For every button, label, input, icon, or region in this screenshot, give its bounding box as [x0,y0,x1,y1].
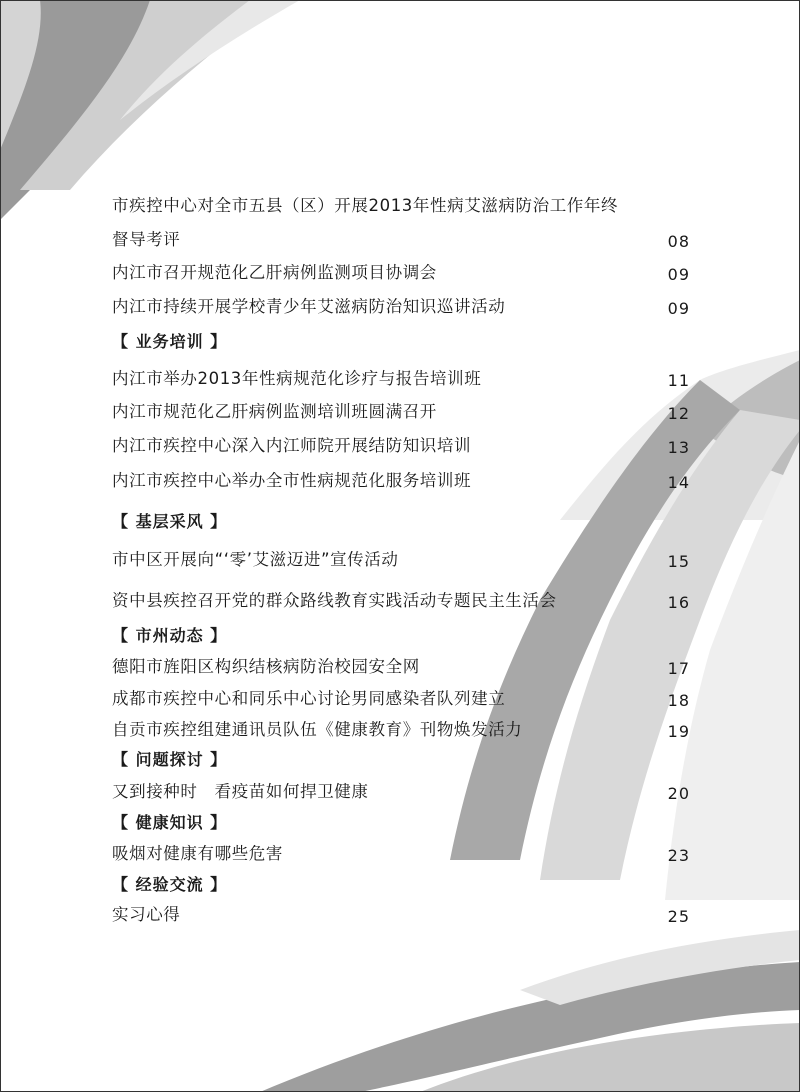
toc-entry[interactable] [112,715,692,745]
toc-entry-page: 08 [667,232,690,251]
section-heading: 【 健康知识 】 [112,813,228,832]
toc-entry[interactable] [112,364,692,394]
toc-entry-title: 内江市召开规范化乙肝病例监测项目协调会 [112,263,437,282]
toc-entry-title: 又到接种时 看疫苗如何捍卫健康 [112,782,369,801]
section-heading: 【 问题探讨 】 [112,750,228,769]
toc-entry[interactable] [112,431,692,461]
toc-entry-title: 内江市持续开展学校青少年艾滋病防治知识巡讲活动 [112,297,506,316]
toc-entry-title: 德阳市旌阳区构织结核病防治校园安全网 [112,657,420,676]
toc-entry[interactable] [112,684,692,714]
section-heading: 【 业务培训 】 [112,332,228,351]
toc-entry-page: 12 [667,404,690,423]
toc-entry-title: 自贡市疾控组建通讯员队伍《健康教育》刊物焕发活力 [112,720,523,739]
toc-entry[interactable] [112,652,692,682]
toc-entry-title: 资中县疾控召开党的群众路线教育实践活动专题民主生活会 [112,591,557,610]
section-heading: 【 经验交流 】 [112,875,228,894]
toc-entry[interactable] [112,839,692,869]
toc-entry-title: 实习心得 [112,905,181,924]
toc-entry-page: 20 [667,784,690,803]
toc-entry[interactable] [112,397,692,427]
toc-entry-page: 23 [667,846,690,865]
toc-entry[interactable] [112,545,692,575]
toc-entry-title: 市疾控中心对全市五县（区）开展2013年性病艾滋病防治工作年终 [112,196,619,215]
toc-entry[interactable] [112,777,692,807]
toc-entry-page: 09 [667,265,690,284]
toc-entry[interactable] [112,900,692,930]
toc-entry-title: 督导考评 [112,230,181,249]
table-of-contents [112,0,692,1092]
toc-entry[interactable] [112,225,692,255]
toc-entry-page: 09 [667,299,690,318]
toc-entry-page: 17 [667,659,690,678]
toc-entry[interactable] [112,292,692,322]
toc-entry[interactable] [112,466,692,496]
toc-entry-title: 成都市疾控中心和同乐中心讨论男同感染者队列建立 [112,689,506,708]
toc-entry-title: 吸烟对健康有哪些危害 [112,844,283,863]
section-heading: 【 基层采风 】 [112,512,228,531]
toc-entry-page: 11 [667,371,690,390]
toc-entry-page: 15 [667,552,690,571]
toc-entry-page: 16 [667,593,690,612]
toc-entry-page: 18 [667,691,690,710]
toc-entry-title: 内江市举办2013年性病规范化诊疗与报告培训班 [112,369,482,388]
toc-entry-page: 25 [667,907,690,926]
toc-entry[interactable] [112,191,692,221]
toc-entry[interactable] [112,586,692,616]
toc-entry-page: 14 [667,473,690,492]
toc-entry-title: 内江市疾控中心深入内江师院开展结防知识培训 [112,436,472,455]
toc-entry[interactable] [112,258,692,288]
toc-entry-page: 13 [667,438,690,457]
toc-entry-page: 19 [667,722,690,741]
toc-entry-title: 市中区开展向“‘零’艾滋迈进”宣传活动 [112,550,399,569]
section-heading: 【 市州动态 】 [112,626,228,645]
toc-entry-title: 内江市疾控中心举办全市性病规范化服务培训班 [112,471,472,490]
toc-entry-title: 内江市规范化乙肝病例监测培训班圆满召开 [112,402,437,421]
